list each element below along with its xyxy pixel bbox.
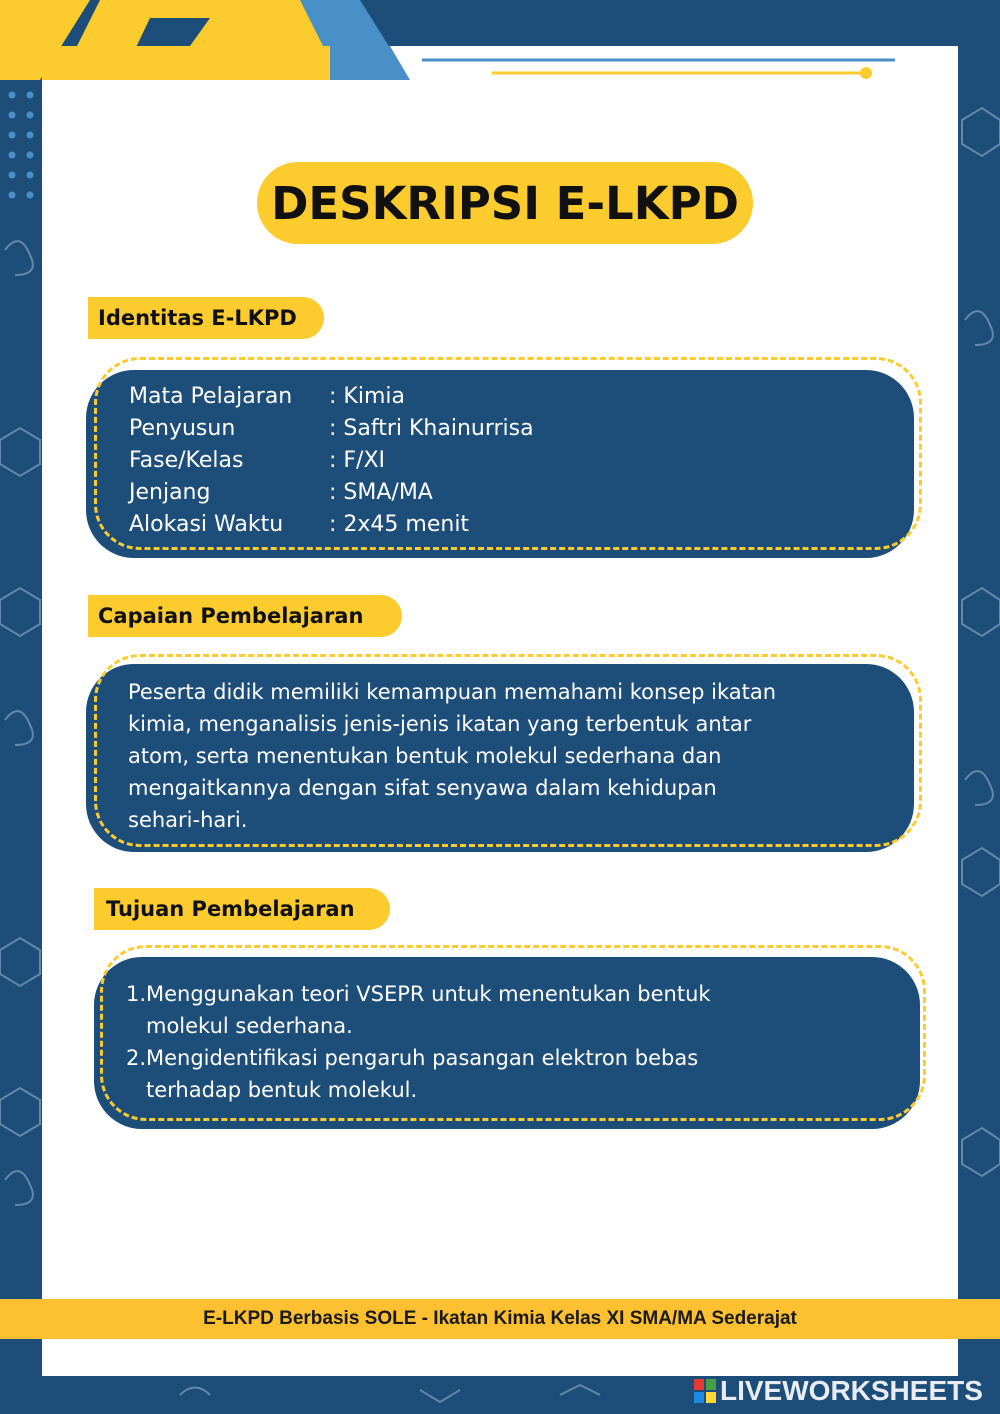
goal-item xyxy=(126,978,711,1042)
info-row-subject xyxy=(129,381,534,413)
goal-number: 1. xyxy=(126,982,147,1006)
info-row-class xyxy=(129,445,534,477)
goal-text: Menggunakan teori VSEPR untuk menentukan bentuk xyxy=(146,982,711,1006)
info-row-author xyxy=(129,413,534,445)
info-value: : F/XI xyxy=(329,448,386,473)
goals-list xyxy=(126,978,711,1106)
info-row-level xyxy=(129,477,534,509)
watermark-text: LIVEWORKSHEETS xyxy=(720,1375,983,1406)
text-line: mengaitkannya dengan sifat senyawa dalam kehidupan xyxy=(128,776,717,800)
info-row-time xyxy=(129,509,534,541)
info-value: : Saftri Khainurrisa xyxy=(329,416,534,441)
watermark xyxy=(694,1373,983,1409)
achievement-text xyxy=(128,676,776,836)
info-label: Jenjang xyxy=(129,480,211,505)
info-value: : SMA/MA xyxy=(329,480,433,505)
goals-heading: Tujuan Pembelajaran xyxy=(94,888,390,930)
info-label: Fase/Kelas xyxy=(129,448,244,473)
achievement-heading: Capaian Pembelajaran xyxy=(88,595,402,637)
info-label: Penyusun xyxy=(129,416,236,441)
goal-text: Mengidentifikasi pengaruh pasangan elektron bebas xyxy=(146,1046,699,1070)
goal-number: 2. xyxy=(126,1046,147,1070)
info-value: : 2x45 menit xyxy=(329,512,470,537)
text-line: sehari-hari. xyxy=(128,808,248,832)
info-value: : Kimia xyxy=(329,384,405,409)
page-title: DESKRIPSI E-LKPD xyxy=(257,162,753,244)
identity-info xyxy=(129,381,534,541)
text-line: Peserta didik memiliki kemampuan memahami konsep ikatan xyxy=(128,680,777,704)
info-label: Mata Pelajaran xyxy=(129,384,293,409)
goal-text: molekul sederhana. xyxy=(146,1014,353,1038)
text-line: kimia, menganalisis jenis-jenis ikatan yang terbentuk antar xyxy=(128,712,752,736)
goal-item xyxy=(126,1042,711,1106)
text-line: atom, serta menentukan bentuk molekul sederhana dan xyxy=(128,744,722,768)
footer-banner: E-LKPD Berbasis SOLE - Ikatan Kimia Kelas XI SMA/MA Sederajat xyxy=(0,1299,1000,1339)
info-label: Alokasi Waktu xyxy=(129,512,284,537)
identity-heading: Identitas E-LKPD xyxy=(88,297,324,339)
goal-text: terhadap bentuk molekul. xyxy=(146,1078,418,1102)
liveworksheets-logo-icon xyxy=(694,1379,716,1403)
